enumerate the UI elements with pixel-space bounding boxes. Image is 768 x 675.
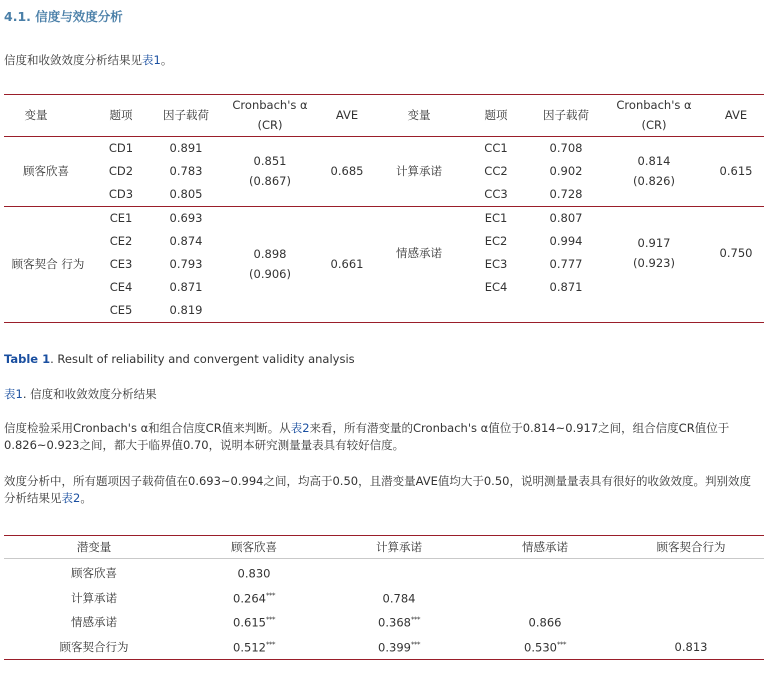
t2-cell: 0.512*** <box>233 640 275 655</box>
t1-variable-cc: 计算承诺 <box>396 164 442 178</box>
intro-text: 信度和收敛效度分析结果见 <box>4 53 142 67</box>
t1-loading: 0.783 <box>169 164 203 178</box>
table-ref-line <box>4 386 157 403</box>
t2-cell: 0.813 <box>674 640 708 654</box>
t2-cell: 0.830 <box>237 566 271 581</box>
t1-header-alpha: Cronbach's α <box>232 98 308 112</box>
t1-loading: 0.871 <box>169 280 203 294</box>
t1-item: CE5 <box>109 303 133 317</box>
t1-loading: 0.819 <box>169 303 203 317</box>
table2-link-2[interactable]: 表2 <box>61 491 81 505</box>
para2-text-b: 分析结果见 <box>4 491 62 505</box>
t1-loading: 0.793 <box>169 257 203 271</box>
table1-caption <box>4 352 355 366</box>
reliability-paragraph <box>4 420 764 454</box>
t1-header-ave-2: AVE <box>724 108 748 122</box>
t1-item: CC1 <box>484 141 508 155</box>
t1-item: CD1 <box>108 141 134 155</box>
t1-loading: 0.693 <box>169 211 203 225</box>
t1-variable-ec: 情感承诺 <box>396 246 442 260</box>
t1-item: CE1 <box>109 211 133 225</box>
t1-cr: (0.923) <box>633 256 675 270</box>
t2-row-label: 情感承诺 <box>71 615 117 629</box>
t2-row-label: 顾客欣喜 <box>71 566 117 580</box>
t1-header-item-2: 题项 <box>484 108 508 122</box>
t1-header-item: 题项 <box>109 108 133 122</box>
t1-alpha: 0.898 <box>253 247 287 261</box>
t2-cell: 0.866 <box>528 615 562 630</box>
t2-cell: 0.399*** <box>378 640 420 655</box>
t1-header-loading: 因子载荷 <box>163 108 209 122</box>
t1-ave: 0.685 <box>330 164 364 178</box>
table2-link[interactable]: 表2 <box>290 421 310 435</box>
t2-cell: 0.368*** <box>378 615 420 630</box>
table2-top-rule <box>4 535 764 536</box>
t1-item: CD3 <box>108 187 134 201</box>
t1-item: EC2 <box>484 234 508 248</box>
t1-item: CC3 <box>484 187 508 201</box>
t2-cell: 0.264*** <box>233 591 275 606</box>
t1-header-variable-2: 变量 <box>407 108 431 122</box>
para2-text-c: 。 <box>80 491 92 505</box>
t2-header-col: 计算承诺 <box>376 540 422 554</box>
t1-item: EC1 <box>484 211 508 225</box>
t2-row-label: 顾客契合行为 <box>59 640 129 654</box>
t2-cell: 0.530*** <box>524 640 566 655</box>
t1-header-cr-2: (CR) <box>641 118 667 132</box>
t1-header-ave: AVE <box>335 108 359 122</box>
t1-alpha: 0.814 <box>637 154 671 168</box>
t1-alpha: 0.851 <box>253 154 287 168</box>
t1-loading: 0.994 <box>549 234 583 248</box>
t1-loading: 0.902 <box>549 164 583 178</box>
t1-loading: 0.807 <box>549 211 583 225</box>
t1-header-cr: (CR) <box>257 118 283 132</box>
t1-variable-cd: 顾客欣喜 <box>23 164 69 178</box>
para1-text-a: 信度检验采用Cronbach's α和组合信度CR值来判断。从 <box>4 421 291 435</box>
intro-text-end: 。 <box>160 53 173 67</box>
para1-text-c: 0.826~0.923之间，都大于临界值0.70，说明本研究测量量表具有较好信度。 <box>4 438 405 452</box>
t1-header-variable: 变量 <box>24 108 48 122</box>
table1-row-rule <box>4 206 764 207</box>
table1-link[interactable]: 表1 <box>142 53 161 67</box>
t1-alpha: 0.917 <box>637 236 671 250</box>
table2-bottom-rule <box>4 659 764 660</box>
t2-header-col: 情感承诺 <box>522 540 568 554</box>
t1-loading: 0.871 <box>549 280 583 294</box>
t1-variable-ce: 顾客契合 行为 <box>11 257 85 271</box>
t1-ave: 0.615 <box>719 164 753 178</box>
table1-bottom-rule <box>4 322 764 323</box>
t1-loading: 0.891 <box>169 141 203 155</box>
t2-cell: 0.615*** <box>233 615 275 630</box>
para1-text-b: 来看，所有潜变量的Cronbach's α值位于0.814~0.917之间，组合信度CR值位于 <box>309 421 730 435</box>
t1-header-alpha-2: Cronbach's α <box>616 98 692 112</box>
t1-header-loading-2: 因子载荷 <box>543 108 589 122</box>
t1-item: CE2 <box>109 234 133 248</box>
t2-header-col: 顾客欣喜 <box>231 540 277 554</box>
validity-paragraph <box>4 473 768 507</box>
t2-header-latent: 潜变量 <box>76 540 112 554</box>
t1-item: CE4 <box>109 280 133 294</box>
t1-cr: (0.826) <box>633 174 675 188</box>
t1-loading: 0.805 <box>169 187 203 201</box>
t1-cr: (0.906) <box>249 267 291 281</box>
t1-item: EC4 <box>484 280 508 294</box>
t1-item: CE3 <box>109 257 133 271</box>
t2-cell: 0.784 <box>382 591 416 606</box>
intro-paragraph <box>4 52 172 69</box>
t1-loading: 0.708 <box>549 141 583 155</box>
t2-header-col: 顾客契合行为 <box>656 540 726 554</box>
t1-item: CC2 <box>484 164 508 178</box>
t1-loading: 0.874 <box>169 234 203 248</box>
table1-header-rule <box>4 136 764 137</box>
t1-loading: 0.728 <box>549 187 583 201</box>
t1-ave: 0.750 <box>719 246 753 260</box>
table1-ref-link[interactable]: 表1 <box>4 387 23 401</box>
t1-cr: (0.867) <box>249 174 291 188</box>
section-title: 4.1. 信度与效度分析 <box>4 9 123 24</box>
caption-label: Table 1 <box>4 352 51 366</box>
caption-text: . Result of reliability and convergent validity analysis <box>50 352 355 366</box>
t1-ave: 0.661 <box>330 257 364 271</box>
para2-text-a: 效度分析中，所有题项因子载荷值在0.693~0.994之间，均高于0.50，且潜变量AVE值均大于0.50，说明测量量表具有很好的收敛效度。判别效度 <box>4 474 751 488</box>
table2-header-rule <box>4 558 764 559</box>
t1-loading: 0.777 <box>549 257 583 271</box>
table-ref-text: . 信度和收敛效度分析结果 <box>22 387 157 401</box>
t1-item: EC3 <box>484 257 508 271</box>
t2-row-label: 计算承诺 <box>71 591 117 605</box>
t1-item: CD2 <box>108 164 134 178</box>
